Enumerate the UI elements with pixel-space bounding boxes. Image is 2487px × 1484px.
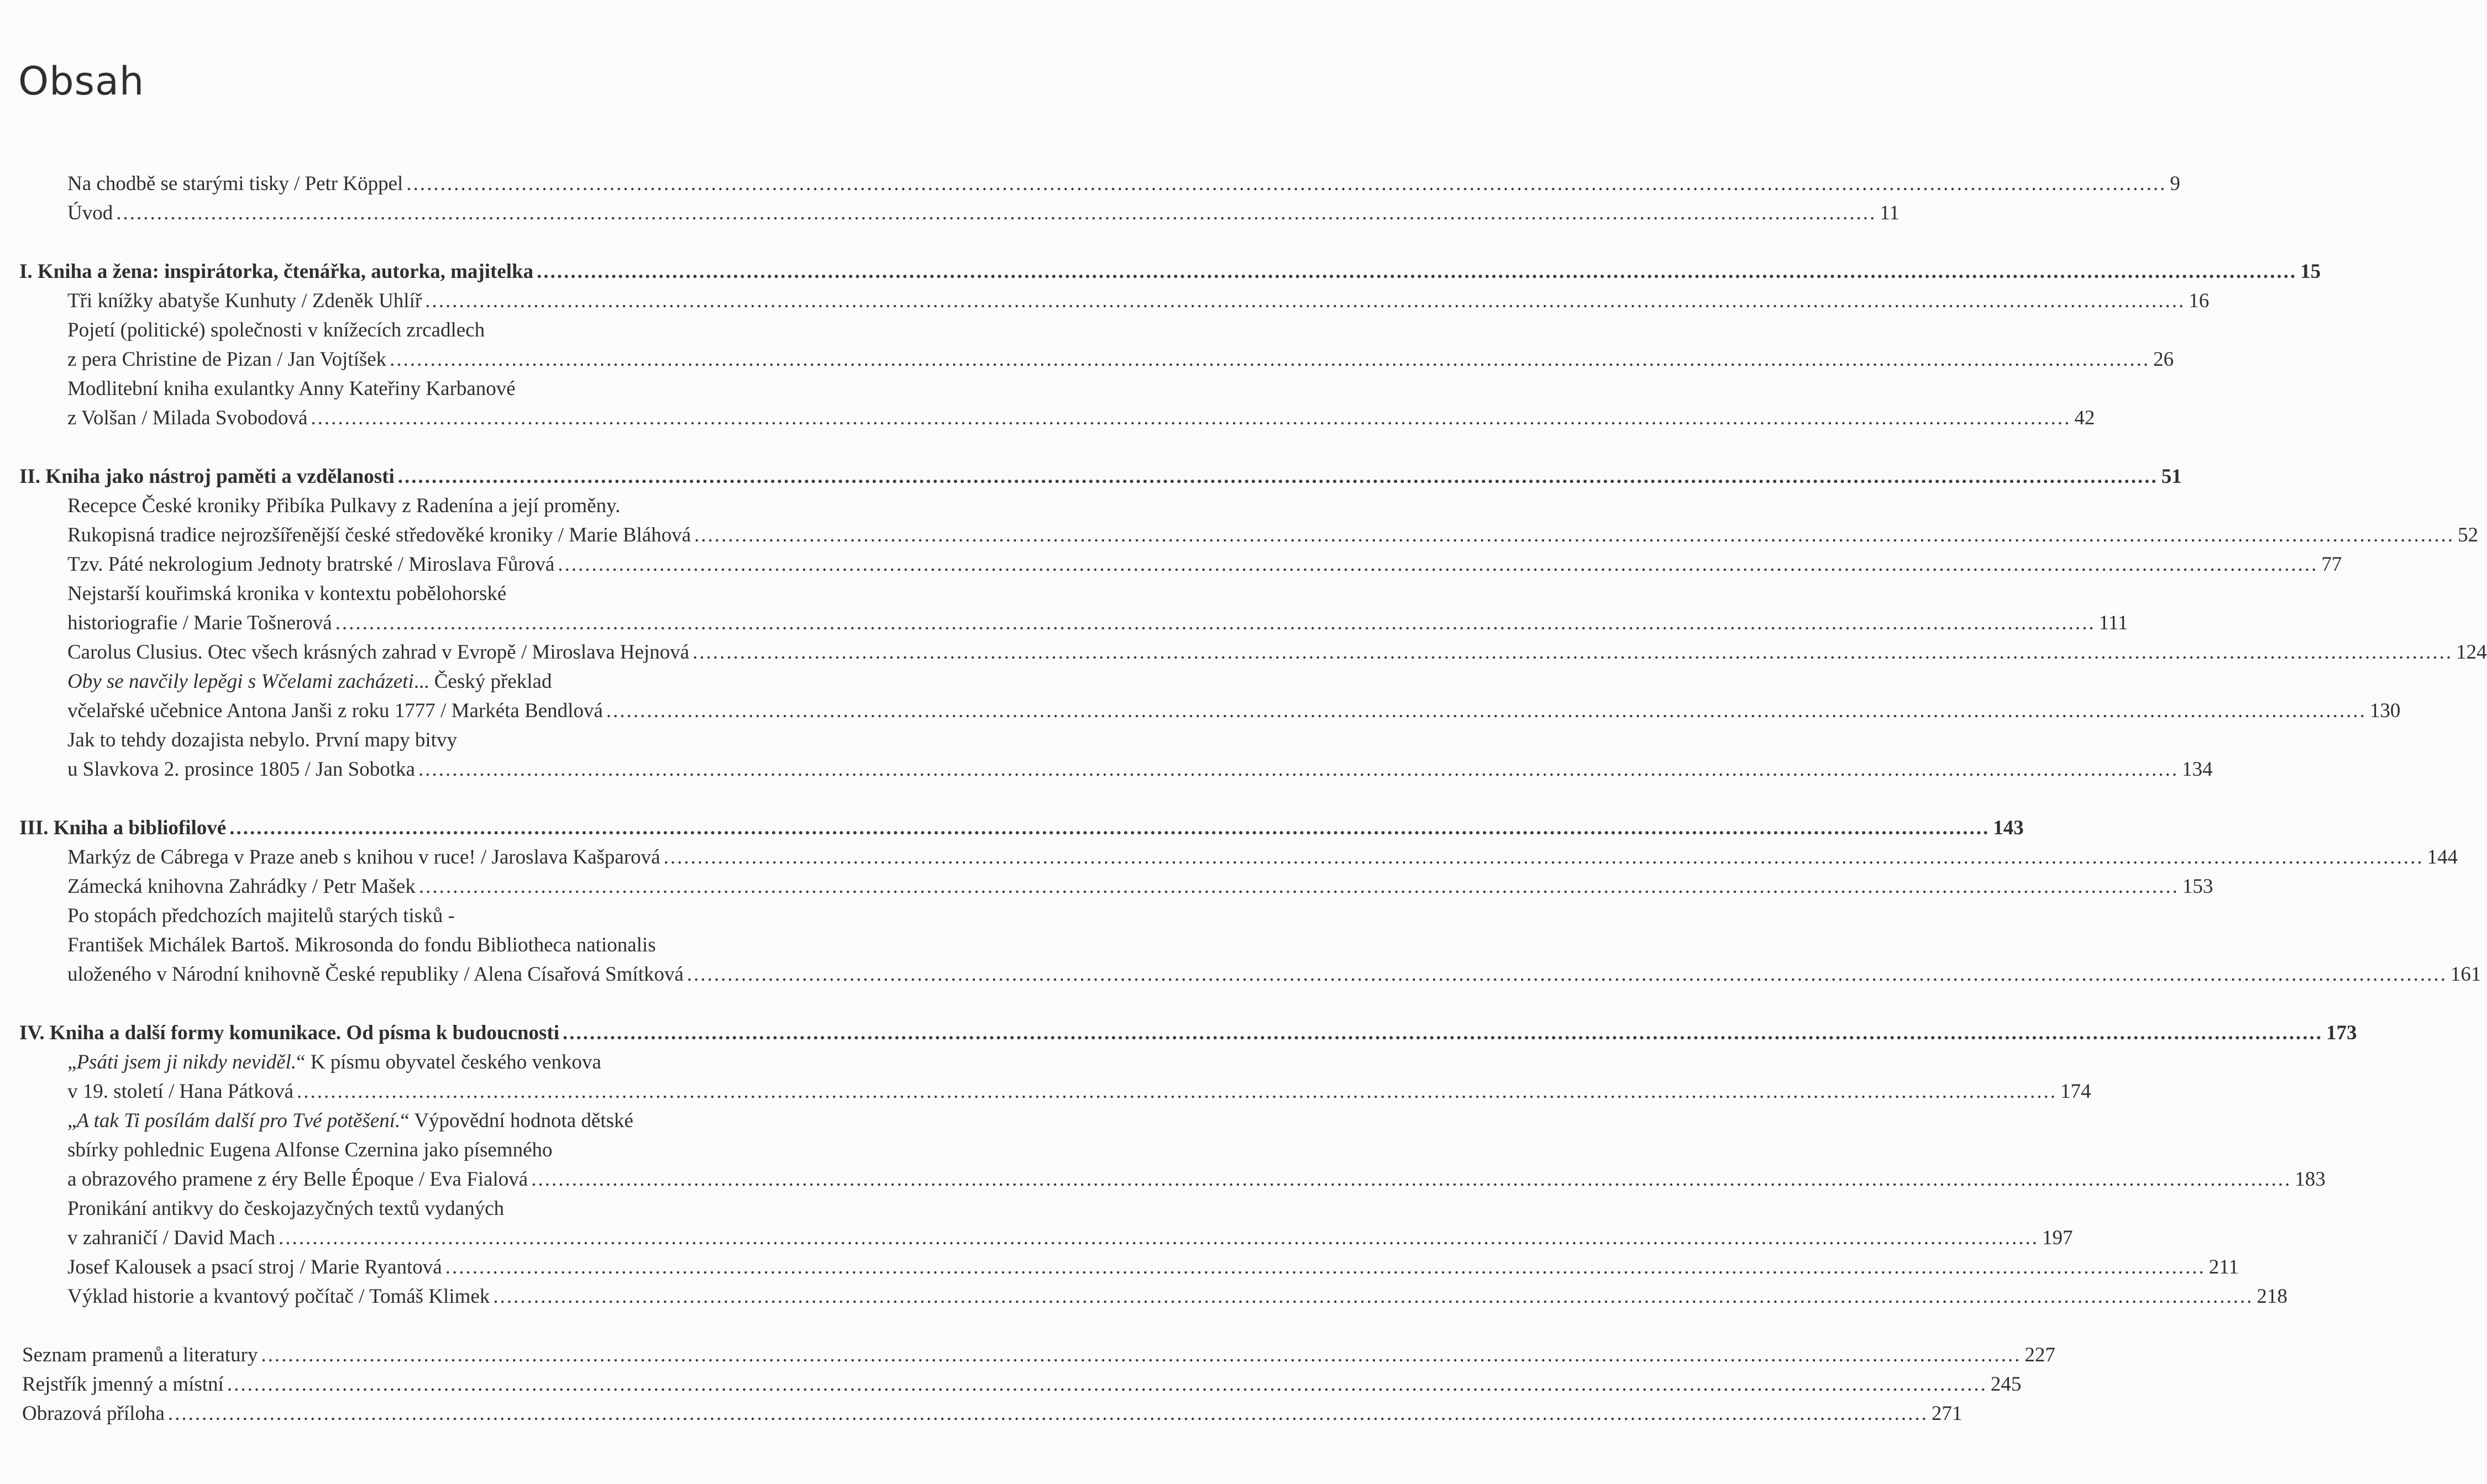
title-part: sbírky pohlednic Eugena Alfonse Czernina jako písemného [67, 1139, 553, 1161]
toc-entry-title [19, 257, 533, 286]
toc-entry [0, 725, 916, 755]
page-number: 26 [2153, 348, 2174, 371]
toc-entry-title [67, 550, 554, 579]
page-number: 9 [2170, 172, 2180, 195]
toc-entry-title [67, 345, 386, 374]
toc-entry [0, 1077, 2091, 1106]
toc-entry-title [67, 491, 620, 520]
title-part: z Volšan / Milada Svobodová [67, 407, 308, 429]
page-number: 173 [2326, 1022, 2357, 1044]
dot-leader [297, 1077, 2057, 1106]
title-part: Rejstřík jmenný a místní [22, 1373, 224, 1396]
toc-entry [0, 550, 2342, 579]
page-number: 153 [2182, 875, 2213, 898]
page-number: 111 [2098, 612, 2128, 634]
toc-entry-title [22, 1340, 258, 1370]
title-part: historiografie / Marie Tošnerová [67, 612, 332, 634]
toc-entry [0, 579, 916, 608]
dot-leader [261, 1340, 2021, 1370]
title-part: Markýz de Cábrega v Praze aneb s knihou v ruce! / Jaroslava Kašparová [67, 846, 660, 869]
dot-leader [531, 1165, 2291, 1194]
title-part: ... Český překlad [413, 670, 552, 693]
title-part: Seznam pramenů a literatury [22, 1344, 258, 1366]
page-number: 144 [2427, 846, 2458, 869]
page-number: 124 [2456, 641, 2487, 664]
toc-entry [0, 491, 916, 520]
dot-leader [563, 1018, 2323, 1048]
page-title: Obsah [18, 59, 145, 104]
title-part: u Slavkova 2. prosince 1805 / Jan Sobotka [67, 758, 415, 781]
title-part: „ [67, 1109, 77, 1132]
toc-entry-title [67, 930, 656, 960]
toc-entry-title [67, 901, 455, 930]
dot-leader [406, 169, 2166, 198]
title-part: Výklad historie a kvantový počítač / Tomáš Klimek [67, 1285, 490, 1308]
page-number: 134 [2181, 758, 2213, 781]
toc-entry [0, 696, 2401, 725]
dot-leader [493, 1282, 2253, 1311]
toc-entry [0, 843, 2458, 872]
dot-leader [398, 462, 2158, 491]
toc-entry [0, 315, 916, 345]
toc-entry [0, 169, 2180, 198]
title-part: Carolus Clusius. Otec všech krásných zahrad v Evropě / Miroslava Hejnová [67, 641, 690, 664]
toc-entry-title [67, 872, 416, 901]
title-part: v zahraničí / David Mach [67, 1227, 276, 1249]
toc-entry [0, 198, 1900, 228]
title-part: IV. Kniha a další formy komunikace. Od písma k budoucnosti [19, 1022, 559, 1044]
title-part: Po stopách předchozích majitelů starých tisků - [67, 904, 455, 927]
page-number: 271 [1931, 1402, 1963, 1425]
toc-section-heading [0, 813, 2024, 843]
dot-leader [694, 520, 2454, 550]
toc-entry [0, 1223, 2073, 1253]
title-part: Pojetí (politické) společnosti v knížecích zrcadlech [67, 319, 485, 341]
title-part: Tři knížky abatyše Kunhuty / Zdeněk Uhlíř [67, 290, 422, 312]
title-part: Nejstarší kouřimská kronika v kontextu pobělohorské [67, 582, 507, 605]
toc-entry [0, 1282, 2287, 1311]
toc-section-heading [0, 462, 2182, 491]
dot-leader [229, 813, 1990, 843]
title-part: Obrazová příloha [22, 1402, 165, 1425]
toc-entry [0, 1253, 2239, 1282]
dot-leader [692, 638, 2453, 667]
toc-entry-title [67, 1282, 490, 1311]
page-number: 42 [2074, 407, 2095, 429]
title-part: Rukopisná tradice nejrozšířenější české středověké kroniky / Marie Bláhová [67, 524, 691, 546]
page-number: 227 [2024, 1344, 2055, 1366]
toc-entry-title [67, 198, 113, 228]
toc-entry [0, 520, 2479, 550]
title-part: I. Kniha a žena: inspirátorka, čtenářka, autorka, majitelka [19, 260, 534, 283]
toc-entry-title [67, 608, 332, 638]
toc-entry-title [19, 462, 395, 491]
page-number: 16 [2189, 290, 2210, 312]
toc-entry-title [67, 520, 691, 550]
toc-entry-title [67, 1253, 442, 1282]
title-part: Úvod [67, 202, 113, 224]
toc-entry [0, 1399, 1963, 1428]
title-part: z pera Christine de Pizan / Jan Vojtíšek [67, 348, 387, 371]
dot-leader [168, 1399, 1928, 1428]
dot-leader [311, 403, 2071, 433]
italic-title-part: Oby se navčily lepěgi s Wčelami zacházeti [67, 670, 414, 693]
dot-leader [537, 257, 2297, 286]
toc-entry-title [67, 1048, 601, 1077]
page-number: 51 [2161, 465, 2182, 488]
title-part: „ [67, 1051, 77, 1073]
title-part: Josef Kalousek a psací stroj / Marie Ryantová [67, 1256, 442, 1278]
page-number: 52 [2458, 524, 2479, 546]
toc-entry-title [67, 843, 660, 872]
toc-entry [0, 345, 2174, 374]
toc-entry [0, 286, 2210, 315]
dot-leader [425, 286, 2185, 315]
toc-entry [0, 1340, 2055, 1370]
dot-leader [279, 1223, 2039, 1253]
title-part: Modlitební kniha exulantky Anny Kateřiny Karbanové [67, 377, 516, 400]
toc-entry-title [67, 1106, 633, 1135]
dot-leader [390, 345, 2150, 374]
toc-entry [0, 1106, 916, 1135]
toc-entry-title [67, 579, 506, 608]
toc-entry-title [67, 169, 403, 198]
title-part: “ Výpovědní hodnota dětské [400, 1109, 633, 1132]
toc-entry-title [67, 638, 689, 667]
title-part: František Michálek Bartoš. Mikrosonda do fondu Bibliotheca nationalis [67, 934, 656, 956]
title-part: Pronikání antikvy do českojazyčných textů vydaných [67, 1197, 505, 1220]
toc-entry-title [67, 755, 415, 784]
page-number: 211 [2208, 1256, 2239, 1278]
toc-entry [0, 667, 916, 696]
toc-entry [0, 960, 2481, 989]
toc-entry-title [22, 1399, 165, 1428]
toc-entry-title [67, 1165, 528, 1194]
dot-leader [687, 960, 2447, 989]
title-part: “ K písmu obyvatel českého venkova [296, 1051, 601, 1073]
title-part: II. Kniha jako nástroj paměti a vzdělanosti [19, 465, 395, 488]
toc-entry-title [67, 286, 422, 315]
dot-leader [419, 872, 2179, 901]
page-number: 130 [2369, 699, 2401, 722]
dot-leader [558, 550, 2318, 579]
page-number: 183 [2295, 1168, 2326, 1191]
dot-leader [606, 696, 2367, 725]
page-number: 197 [2042, 1227, 2073, 1249]
page-number: 161 [2450, 963, 2481, 986]
toc-entry-title [67, 315, 485, 345]
toc-entry-title [19, 813, 226, 843]
toc-entry [0, 1135, 916, 1165]
toc-entry [0, 930, 916, 960]
title-part: Jak to tehdy dozajista nebylo. První mapy bitvy [67, 729, 457, 751]
toc-entry [0, 1194, 916, 1223]
toc-entry [0, 872, 2213, 901]
toc-entry-title [67, 1194, 504, 1223]
toc-entry-title [67, 725, 457, 755]
title-part: uloženého v Národní knihovně České republiky / Alena Císařová Smítková [67, 963, 684, 986]
toc-entry [0, 608, 2128, 638]
dot-leader [227, 1370, 1987, 1399]
page-number: 174 [2060, 1080, 2091, 1103]
title-part: a obrazového pramene z éry Belle Époque / Eva Fialová [67, 1168, 528, 1191]
toc-entry-title [22, 1370, 224, 1399]
title-part: Na chodbě se starými tisky / Petr Köppel [67, 172, 403, 195]
page-number: 77 [2321, 553, 2342, 576]
toc-entry [0, 901, 916, 930]
toc-entry-title [67, 696, 603, 725]
title-part: III. Kniha a bibliofilové [19, 817, 227, 839]
dot-leader [664, 843, 2424, 872]
page-number: 11 [1880, 202, 1900, 224]
toc-entry [0, 1165, 2326, 1194]
page-number: 15 [2300, 260, 2321, 283]
title-part: Recepce České kroniky Přibíka Pulkavy z Radenína a její proměny. [67, 494, 621, 517]
italic-title-part: Psáti jsem ji nikdy neviděl. [76, 1051, 297, 1073]
toc-entry-title [67, 667, 552, 696]
dot-leader [335, 608, 2096, 638]
page-number: 218 [2257, 1285, 2287, 1308]
page-number: 143 [1993, 817, 2024, 839]
title-part: v 19. století / Hana Pátková [67, 1080, 293, 1103]
toc-entry [0, 374, 916, 403]
toc-entry [0, 1048, 916, 1077]
toc-entry [0, 403, 2095, 433]
title-part: Tzv. Páté nekrologium Jednoty bratrské / Miroslava Fůrová [67, 553, 555, 576]
toc-entry-title [67, 374, 516, 403]
toc-entry-title [67, 1077, 293, 1106]
title-part: včelařské učebnice Antona Janši z roku 1777 / Markéta Bendlová [67, 699, 603, 722]
toc-section-heading [0, 1018, 2357, 1048]
dot-leader [418, 755, 2179, 784]
toc-entry-title [67, 1223, 275, 1253]
toc-entry [0, 755, 2213, 784]
toc-entry-title [67, 1135, 553, 1165]
dot-leader [116, 198, 1876, 228]
toc-entry [0, 638, 2487, 667]
page-number: 245 [1990, 1373, 2022, 1396]
dot-leader [445, 1253, 2206, 1282]
toc-section-heading [0, 257, 2321, 286]
toc-entry [0, 1370, 2022, 1399]
italic-title-part: A tak Ti posílám další pro Tvé potěšení. [76, 1109, 401, 1132]
title-part: Zámecká knihovna Zahrádky / Petr Mašek [67, 875, 416, 898]
toc-entry-title [19, 1018, 559, 1048]
toc-entry-title [67, 960, 684, 989]
toc-entry-title [67, 403, 307, 433]
